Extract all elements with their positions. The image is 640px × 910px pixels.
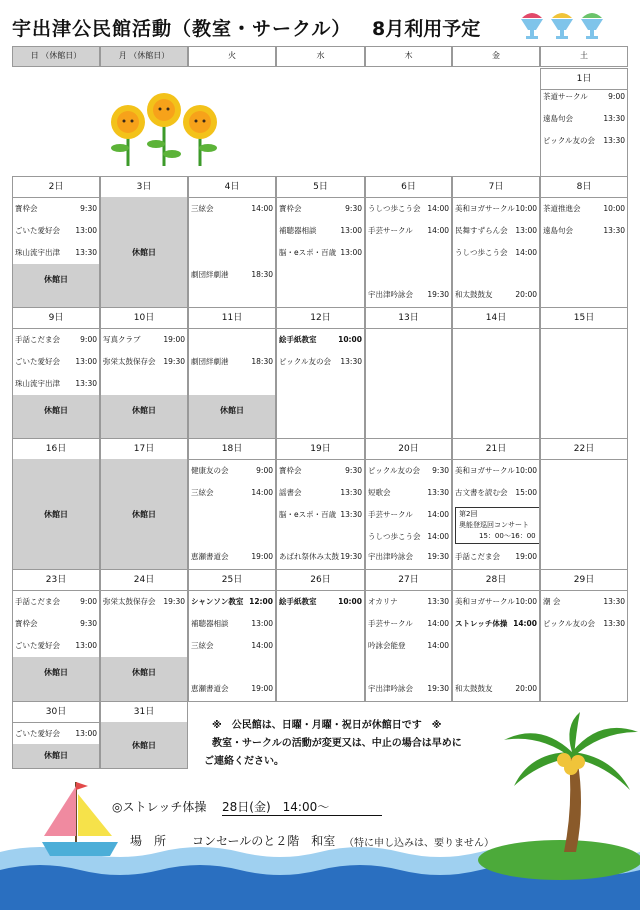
event-time: 14:00 xyxy=(515,248,537,257)
event-name: 恵瀬書道会 xyxy=(191,552,229,561)
event-time: 13:30 xyxy=(75,379,97,388)
event-entry xyxy=(279,334,362,346)
event-entry xyxy=(368,640,449,652)
event-entry xyxy=(368,225,449,237)
event-name: 寳枠会 xyxy=(15,204,38,213)
closed-band xyxy=(13,264,99,307)
event-time: 14:00 xyxy=(427,510,449,519)
event-time: 14:00 xyxy=(251,204,273,213)
event-name: 絵手紙教室 xyxy=(279,335,317,344)
event-name: あばれ祭休み太鼓 xyxy=(279,552,339,561)
event-entry xyxy=(279,465,362,477)
event-entry xyxy=(15,334,97,346)
day-number: 18日 xyxy=(189,439,275,460)
day-cell xyxy=(12,307,100,439)
event-entry xyxy=(15,618,97,630)
event-entry xyxy=(279,551,362,563)
day-cell xyxy=(540,307,628,439)
event-name: 謡書会 xyxy=(279,488,302,497)
event-time: 9:30 xyxy=(80,204,97,213)
event-name: ストレッチ体操 xyxy=(455,619,508,628)
day-number: 3日 xyxy=(101,177,187,198)
month-title: 8月利用予定 xyxy=(372,18,481,40)
day-number: 28日 xyxy=(453,570,539,591)
closed-band xyxy=(13,657,99,701)
place-value: コンセールのと２階 和室 xyxy=(192,834,336,848)
day-cell xyxy=(12,569,100,702)
event-entry xyxy=(15,356,97,368)
event-name: 民舞すずらん会 xyxy=(455,226,508,235)
day-number: 16日 xyxy=(13,439,99,460)
closed-label: 休館日 xyxy=(44,275,68,284)
event-name: シャンソン教室 xyxy=(191,597,244,606)
day-cell xyxy=(100,438,188,570)
event-entry xyxy=(455,225,537,237)
event-time: 10:00 xyxy=(515,597,537,606)
event-name: 手話こだま会 xyxy=(15,335,60,344)
event-entry xyxy=(368,289,449,301)
day-cell xyxy=(100,176,188,308)
closed-label: 休館日 xyxy=(220,406,244,415)
event-entry xyxy=(368,465,449,477)
weekday-header: 水 xyxy=(276,46,365,67)
event-name: ごいた愛好会 xyxy=(15,357,60,366)
closed-label: 休館日 xyxy=(44,406,68,415)
event-time: 19:30 xyxy=(427,290,449,299)
day-cell xyxy=(276,307,365,439)
day-cell xyxy=(365,569,452,702)
event-time: 14:00 xyxy=(427,532,449,541)
event-time: 18:30 xyxy=(251,357,273,366)
stretch-date: 28日(金) 14:00～ xyxy=(222,798,382,816)
event-entry xyxy=(368,683,449,695)
day-number: 5日 xyxy=(277,177,364,198)
day-number: 11日 xyxy=(189,308,275,329)
event-time: 13:30 xyxy=(340,488,362,497)
day-number: 17日 xyxy=(101,439,187,460)
day-cell xyxy=(188,307,276,439)
event-name: 寳枠会 xyxy=(279,466,302,475)
event-entry xyxy=(368,203,449,215)
event-time: 19:30 xyxy=(427,552,449,561)
event-time: 13:30 xyxy=(603,136,625,145)
event-name: 珠山流宇出津 xyxy=(15,248,60,257)
event-entry xyxy=(191,551,273,563)
weekday-header: 土 xyxy=(540,46,628,67)
day-cell xyxy=(365,176,452,308)
event-name: 和太鼓鼓友 xyxy=(455,290,493,299)
event-entry xyxy=(279,509,362,521)
event-entry xyxy=(279,596,362,608)
event-time: 19:30 xyxy=(340,552,362,561)
weekday-header: 金 xyxy=(452,46,540,67)
weekday-header: 日 （休館日） xyxy=(12,46,100,67)
event-entry xyxy=(455,289,537,301)
day-number: 12日 xyxy=(277,308,364,329)
palm-tree-icon xyxy=(500,712,640,852)
event-entry xyxy=(543,113,625,125)
event-time: 13:00 xyxy=(75,357,97,366)
day-cell xyxy=(100,701,188,769)
event-entry xyxy=(455,683,537,695)
day-cell xyxy=(365,307,452,439)
place-note: （特に申し込みは、要りません） xyxy=(344,838,494,849)
event-entry xyxy=(543,596,625,608)
event-name: うしつ歩こう会 xyxy=(368,204,421,213)
day-number: 23日 xyxy=(13,570,99,591)
closed-day-fill xyxy=(101,459,187,569)
event-time: 9:00 xyxy=(80,335,97,344)
event-entry xyxy=(15,728,97,740)
event-time: 13:30 xyxy=(340,357,362,366)
event-time: 15:00 xyxy=(515,488,537,497)
closed-band xyxy=(101,657,187,701)
day-cell xyxy=(540,569,628,702)
notice-line-3: ご連絡ください。 xyxy=(204,756,284,767)
event-name: ピックル友の会 xyxy=(543,136,595,145)
event-entry xyxy=(279,225,362,237)
closed-day-fill xyxy=(13,459,99,569)
event-name: 宇出津吟詠会 xyxy=(368,684,413,693)
day-number: 10日 xyxy=(101,308,187,329)
event-name: 短歌会 xyxy=(368,488,391,497)
day-cell xyxy=(188,176,276,308)
concert-notice-line: 15：00～16：00 xyxy=(479,532,536,540)
event-time: 10:00 xyxy=(338,335,362,344)
event-time: 9:00 xyxy=(256,466,273,475)
event-entry xyxy=(368,509,449,521)
event-entry xyxy=(279,203,362,215)
day-cell xyxy=(452,438,540,570)
day-number: 22日 xyxy=(541,439,627,460)
event-entry xyxy=(543,225,625,237)
event-name: 美和ヨガサークル xyxy=(455,204,515,213)
day-cell xyxy=(540,176,628,308)
shaved-ice-icon xyxy=(518,6,610,42)
event-name: 弥栄太鼓保存会 xyxy=(103,357,156,366)
event-name: うしつ歩こう会 xyxy=(455,248,508,257)
event-time: 13:00 xyxy=(251,619,273,628)
day-number: 9日 xyxy=(13,308,99,329)
event-entry xyxy=(543,618,625,630)
day-number: 8日 xyxy=(541,177,627,198)
day-number: 26日 xyxy=(277,570,364,591)
event-time: 9:30 xyxy=(345,204,362,213)
event-entry xyxy=(191,596,273,608)
event-time: 13:30 xyxy=(340,510,362,519)
event-name: ピックル友の会 xyxy=(543,619,595,628)
event-name: 手芸サークル xyxy=(368,510,413,519)
event-name: 補聴器相談 xyxy=(279,226,317,235)
event-name: 珠山流宇出津 xyxy=(15,379,60,388)
event-name: 和太鼓鼓友 xyxy=(455,684,493,693)
event-time: 13:30 xyxy=(603,226,625,235)
event-time: 13:00 xyxy=(75,641,97,650)
day-cell xyxy=(188,438,276,570)
closed-day-fill xyxy=(101,722,187,768)
event-name: 劇団絆劇港 xyxy=(191,270,229,279)
event-time: 12:00 xyxy=(249,597,273,606)
event-time: 13:00 xyxy=(340,248,362,257)
place-label: 場 所 xyxy=(130,834,167,848)
weekday-header: 火 xyxy=(188,46,276,67)
event-entry xyxy=(543,91,625,103)
day-number: 15日 xyxy=(541,308,627,329)
event-entry xyxy=(543,135,625,147)
event-time: 19:30 xyxy=(427,684,449,693)
day-number: 2日 xyxy=(13,177,99,198)
event-time: 13:30 xyxy=(603,619,625,628)
day-cell xyxy=(100,307,188,439)
closed-band xyxy=(13,395,99,438)
event-time: 9:30 xyxy=(345,466,362,475)
concert-notice-line: 奥能登巡回コンサート xyxy=(459,521,529,529)
event-name: 吟詠会能登 xyxy=(368,641,406,650)
day-cell xyxy=(540,438,628,570)
day-number: 6日 xyxy=(366,177,451,198)
day-number: 27日 xyxy=(366,570,451,591)
day-number: 19日 xyxy=(277,439,364,460)
event-entry xyxy=(455,465,537,477)
event-time: 13:30 xyxy=(75,248,97,257)
page-title: 宇出津公民館活動（教室・サークル） xyxy=(12,18,352,40)
closed-label: 休館日 xyxy=(44,668,68,677)
day-cell xyxy=(12,176,100,308)
event-name: 潮 会 xyxy=(543,597,561,606)
event-entry xyxy=(15,378,97,390)
event-time: 9:30 xyxy=(80,619,97,628)
event-time: 13:30 xyxy=(427,488,449,497)
concert-notice-line: 第2回 xyxy=(459,510,478,518)
day-number: 4日 xyxy=(189,177,275,198)
closed-label: 休館日 xyxy=(132,741,156,750)
day-number: 20日 xyxy=(366,439,451,460)
event-entry xyxy=(103,596,185,608)
event-time: 20:00 xyxy=(515,684,537,693)
event-time: 13:30 xyxy=(603,114,625,123)
closed-label: 休館日 xyxy=(44,510,68,519)
event-name: 古文書を読む会 xyxy=(455,488,508,497)
day-cell xyxy=(365,438,452,570)
event-time: 19:30 xyxy=(163,357,185,366)
event-entry xyxy=(191,269,273,281)
event-entry xyxy=(191,618,273,630)
event-time: 14:00 xyxy=(251,641,273,650)
event-entry xyxy=(455,596,537,608)
event-name: 補聴器相談 xyxy=(191,619,229,628)
event-name: 三絃会 xyxy=(191,204,214,213)
event-time: 9:30 xyxy=(432,466,449,475)
event-time: 18:30 xyxy=(251,270,273,279)
event-name: 写真クラブ xyxy=(103,335,141,344)
event-time: 14:00 xyxy=(251,488,273,497)
weekday-header: 木 xyxy=(365,46,452,67)
event-time: 9:00 xyxy=(80,597,97,606)
event-entry xyxy=(279,247,362,259)
event-entry xyxy=(368,596,449,608)
event-entry xyxy=(15,640,97,652)
event-time: 13:00 xyxy=(515,226,537,235)
event-entry xyxy=(15,596,97,608)
event-time: 13:00 xyxy=(75,226,97,235)
stretch-label: ◎ストレッチ体操 xyxy=(112,800,207,814)
sailboat-icon xyxy=(40,778,120,862)
event-name: ごいた愛好会 xyxy=(15,729,60,738)
event-name: 遠島句会 xyxy=(543,114,573,123)
event-entry xyxy=(191,683,273,695)
event-entry xyxy=(191,487,273,499)
day-cell xyxy=(276,176,365,308)
event-entry xyxy=(455,487,537,499)
event-time: 9:00 xyxy=(608,92,625,101)
event-name: 脳・eスポ・百歳 xyxy=(279,510,337,519)
closed-band xyxy=(189,395,275,438)
closed-band xyxy=(13,744,99,768)
day-number: 1日 xyxy=(541,69,627,90)
event-name: 手芸サークル xyxy=(368,619,413,628)
day-number: 24日 xyxy=(101,570,187,591)
day-number: 7日 xyxy=(453,177,539,198)
day-number: 30日 xyxy=(13,702,99,723)
event-time: 10:00 xyxy=(338,597,362,606)
concert-notice-box xyxy=(455,507,540,544)
day-cell xyxy=(188,569,276,702)
event-name: 恵瀬書道会 xyxy=(191,684,229,693)
closed-label: 休館日 xyxy=(132,668,156,677)
event-name: 三絃会 xyxy=(191,641,214,650)
event-name: 美和ヨガサークル xyxy=(455,466,515,475)
day-number: 13日 xyxy=(366,308,451,329)
event-name: 劇団絆劇港 xyxy=(191,357,229,366)
closed-band xyxy=(101,395,187,438)
event-name: 茶道推進会 xyxy=(543,204,581,213)
day-cell xyxy=(452,176,540,308)
event-name: 手芸サークル xyxy=(368,226,413,235)
day-number: 31日 xyxy=(101,702,187,723)
event-entry xyxy=(368,531,449,543)
event-time: 13:00 xyxy=(75,729,97,738)
day-number: 21日 xyxy=(453,439,539,460)
event-name: 茶道サークル xyxy=(543,92,588,101)
event-time: 10:00 xyxy=(515,204,537,213)
event-name: 絵手紙教室 xyxy=(279,597,317,606)
event-time: 19:30 xyxy=(163,597,185,606)
event-time: 14:00 xyxy=(427,641,449,650)
event-name: オカリナ xyxy=(368,597,398,606)
event-entry xyxy=(191,203,273,215)
event-time: 19:00 xyxy=(163,335,185,344)
day-cell xyxy=(276,569,365,702)
day-cell xyxy=(540,68,628,177)
event-name: ピックル友の会 xyxy=(368,466,420,475)
event-entry xyxy=(191,465,273,477)
event-time: 14:00 xyxy=(427,226,449,235)
event-entry xyxy=(368,618,449,630)
day-cell xyxy=(452,569,540,702)
event-entry xyxy=(279,356,362,368)
event-time: 10:00 xyxy=(515,466,537,475)
event-entry xyxy=(191,356,273,368)
event-entry xyxy=(279,487,362,499)
event-time: 13:30 xyxy=(427,597,449,606)
closed-label: 休館日 xyxy=(132,406,156,415)
event-time: 14:00 xyxy=(427,204,449,213)
event-name: 脳・eスポ・百歳 xyxy=(279,248,337,257)
event-time: 14:00 xyxy=(513,619,537,628)
event-name: 宇出津吟詠会 xyxy=(368,290,413,299)
event-time: 14:00 xyxy=(427,619,449,628)
day-cell xyxy=(12,438,100,570)
event-time: 13:00 xyxy=(340,226,362,235)
event-entry xyxy=(103,334,185,346)
notice-line-2: 教室・サークルの活動が変更又は、中止の場合は早めに xyxy=(212,738,462,749)
event-entry xyxy=(191,640,273,652)
event-time: 20:00 xyxy=(515,290,537,299)
event-name: 手話こだま会 xyxy=(455,552,500,561)
weekday-header: 月 （休館日） xyxy=(100,46,188,67)
event-name: 宇出津吟詠会 xyxy=(368,552,413,561)
event-time: 19:00 xyxy=(251,684,273,693)
event-name: うしつ歩こう会 xyxy=(368,532,421,541)
closed-label: 休館日 xyxy=(132,248,156,257)
event-entry xyxy=(455,203,537,215)
closed-label: 休館日 xyxy=(132,510,156,519)
sunflower-icon xyxy=(100,88,230,168)
day-cell xyxy=(276,438,365,570)
event-name: ピックル友の会 xyxy=(279,357,331,366)
event-entry xyxy=(455,247,537,259)
event-name: 三絃会 xyxy=(191,488,214,497)
event-entry xyxy=(368,487,449,499)
event-entry xyxy=(455,551,537,563)
event-time: 10:00 xyxy=(603,204,625,213)
event-name: ごいた愛好会 xyxy=(15,641,60,650)
event-entry xyxy=(368,551,449,563)
event-entry xyxy=(15,247,97,259)
event-entry xyxy=(455,618,537,630)
day-cell xyxy=(452,307,540,439)
day-cell xyxy=(12,701,100,769)
event-entry xyxy=(15,203,97,215)
event-name: 健康友の会 xyxy=(191,466,229,475)
closed-day-fill xyxy=(101,197,187,307)
day-number: 14日 xyxy=(453,308,539,329)
day-number: 25日 xyxy=(189,570,275,591)
event-entry xyxy=(103,356,185,368)
event-entry xyxy=(543,203,625,215)
event-time: 13:30 xyxy=(603,597,625,606)
event-name: 美和ヨガサークル xyxy=(455,597,515,606)
event-name: 手話こだま会 xyxy=(15,597,60,606)
event-name: 弥栄太鼓保存会 xyxy=(103,597,156,606)
event-time: 19:00 xyxy=(515,552,537,561)
event-name: 寳枠会 xyxy=(15,619,38,628)
event-time: 19:00 xyxy=(251,552,273,561)
closed-label: 休館日 xyxy=(44,751,68,760)
day-number: 29日 xyxy=(541,570,627,591)
day-cell xyxy=(100,569,188,702)
event-name: 寳枠会 xyxy=(279,204,302,213)
notice-line-1: ※ 公民館は、日曜・月曜・祝日が休館日です ※ xyxy=(212,720,442,731)
event-entry xyxy=(15,225,97,237)
event-name: ごいた愛好会 xyxy=(15,226,60,235)
event-name: 遠島句会 xyxy=(543,226,573,235)
